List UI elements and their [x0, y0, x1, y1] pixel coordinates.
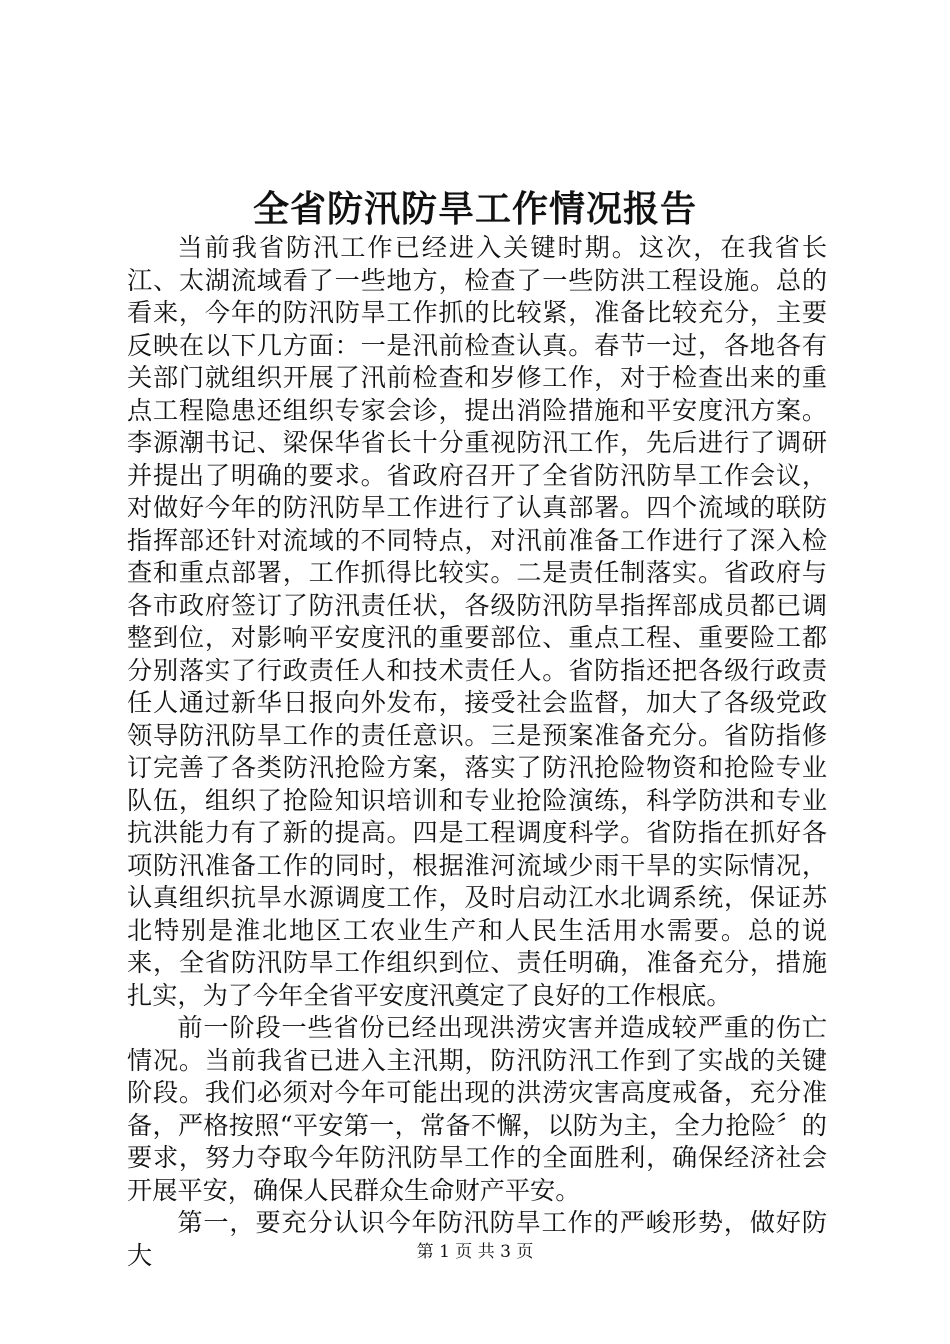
document-body	[127, 232, 827, 1272]
page-number-footer: 第 1 页 共 3 页	[416, 1242, 534, 1262]
document-title: 全省防汛防旱工作情况报告	[252, 188, 697, 230]
paragraph-first-point: 第一，要充分认识今年防汛防旱工作的严峻形势，做好防大	[127, 1208, 827, 1270]
paragraph-situation: 前一阶段一些省份已经出现洪涝灾害并造成较严重的伤亡情况。当前我省已进入主汛期，防汛防汛工作到了实战的关键阶段。我们必须对今年可能出现的洪涝灾害高度戒备，充分准备，严格按照“平安第一，常备不懈，以防为主，全力抢险〞的要求，努力夺取今年防汛防旱工作的全面胜利，确保经济社会开展平安，确保人民群众生命财产平安。	[127, 1013, 827, 1205]
paragraph-summary: 当前我省防汛工作已经进入关键时期。这次，在我省长江、太湖流域看了一些地方，检查了一些防洪工程设施。总的看来，今年的防汛防旱工作抓的比较紧，准备比较充分，主要反映在以下几方面：一是汛前检查认真。春节一过，各地各有关部门就组织开展了汛前检查和岁修工作，对于检查出来的重点工程隐患还组织专家会诊，提出消险措施和平安度汛方案。李源潮书记、梁保华省长十分重视防汛工作，先后进行了调研并提出了明确的要求。省政府召开了全省防汛防旱工作会议，对做好今年的防汛防旱工作进行了认真部署。四个流域的联防指挥部还针对流域的不同特点，对汛前准备工作进行了深入检查和重点部署，工作抓得比较实。二是责任制落实。省政府与各市政府签订了防汛责任状，各级防汛防旱指挥部成员都已调整到位，对影响平安度汛的重要部位、重点工程、重要险工都分别落实了行政责任人和技术责任人。省防指还把各级行政责任人通过新华日报向外发布，接受社会监督，加大了各级党政领导防汛防旱工作的责任意识。三是预案准备充分。省防指修订完善了各类防汛抢险方案，落实了防汛抢险物资和抢险专业队伍，组织了抢险知识培训和专业抢险演练，科学防洪和专业抗洪能力有了新的提高。四是工程调度科学。省防指在抓好各项防汛准备工作的同时，根据淮河流域少雨干旱的实际情况，认真组织抗旱水源调度工作，及时启动江水北调系统，保证苏北特别是淮北地区工农业生产和人民生活用水需要。总的说来，全省防汛防旱工作组织到位、责任明确，准备充分，措施扎实，为了今年全省平安度汛奠定了良好的工作根底。	[127, 233, 827, 1010]
